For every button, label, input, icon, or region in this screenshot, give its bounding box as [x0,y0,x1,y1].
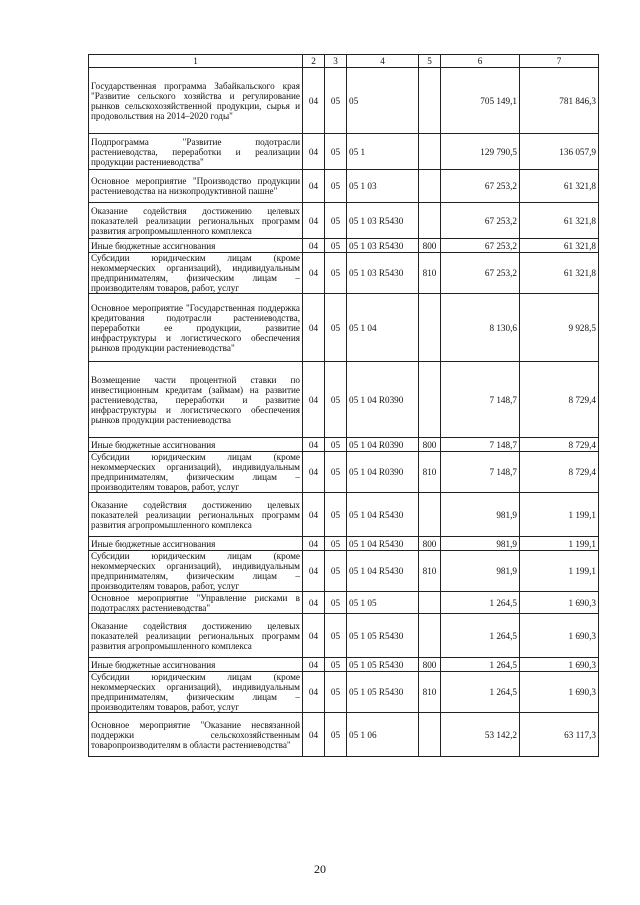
table-row [89,592,599,614]
cell-col-7: 61 321,8 [520,170,599,203]
table-row [89,614,599,658]
cell-col-3: 05 [325,592,347,614]
cell-col-2: 04 [303,362,325,438]
table-row [89,68,599,134]
cell-name: Иные бюджетные ассигнования [89,438,303,452]
cell-col-6: 67 253,2 [441,239,520,253]
table-row [89,452,599,493]
cell-col-2: 04 [303,438,325,452]
cell-col-7: 1 690,3 [520,614,599,658]
cell-name: Субсидии юридическим лицам (кроме некоммерческих организаций), индивидуальным предпринимателям, физическим лицам – производителям товаров, работ, услуг [89,452,303,493]
header-col-1: 1 [89,55,303,68]
cell-col-4: 05 1 [347,134,419,170]
cell-col-7: 61 321,8 [520,239,599,253]
cell-col-6: 7 148,7 [441,362,520,438]
cell-col-6: 705 149,1 [441,68,520,134]
cell-col-5: 810 [419,452,441,493]
cell-name: Иные бюджетные ассигнования [89,239,303,253]
cell-col-5: 800 [419,239,441,253]
cell-col-6: 8 130,6 [441,294,520,362]
cell-col-5: 800 [419,438,441,452]
cell-col-5: 800 [419,537,441,551]
cell-name: Субсидии юридическим лицам (кроме некоммерческих организаций), индивидуальным предпринимателям, физическим лицам – производителям товаров, работ, услуг [89,253,303,294]
table-body [89,68,599,757]
cell-col-5 [419,170,441,203]
table-row [89,239,599,253]
cell-col-4: 05 1 05 R5430 [347,672,419,713]
cell-col-4: 05 1 03 R5430 [347,253,419,294]
cell-name: Субсидии юридическим лицам (кроме некоммерческих организаций), индивидуальным предпринимателям, физическим лицам – производителям товаров, работ, услуг [89,551,303,592]
cell-col-2: 04 [303,68,325,134]
cell-col-3: 05 [325,438,347,452]
cell-col-6: 129 790,5 [441,134,520,170]
cell-name: Оказание содействия достижению целевых показателей реализации региональных программ развития агропромышленного комплекса [89,614,303,658]
cell-col-3: 05 [325,614,347,658]
header-col-7: 7 [520,55,599,68]
cell-name: Основное мероприятие "Государственная поддержка кредитования подотрасли растениеводства, переработки ее продукции, развитие инфраструктуры и логистического обеспечения рынков продукции растениеводства" [89,294,303,362]
cell-col-6: 1 264,5 [441,614,520,658]
cell-col-3: 05 [325,253,347,294]
cell-col-3: 05 [325,239,347,253]
table-row [89,672,599,713]
cell-col-4: 05 1 04 R0390 [347,362,419,438]
cell-col-4: 05 1 03 [347,170,419,203]
cell-col-7: 136 057,9 [520,134,599,170]
cell-col-4: 05 1 05 R5430 [347,658,419,672]
cell-col-4: 05 1 04 R5430 [347,493,419,537]
cell-name: Оказание содействия достижению целевых показателей реализации региональных программ развития агропромышленного комплекса [89,493,303,537]
cell-col-7: 61 321,8 [520,253,599,294]
cell-col-3: 05 [325,294,347,362]
table-row [89,170,599,203]
cell-col-5 [419,592,441,614]
page-number: 20 [314,862,326,876]
budget-table [88,54,599,757]
cell-name: Субсидии юридическим лицам (кроме некоммерческих организаций), индивидуальным предпринимателям, физическим лицам – производителям товаров, работ, услуг [89,672,303,713]
cell-col-7: 8 729,4 [520,362,599,438]
cell-col-3: 05 [325,537,347,551]
cell-col-3: 05 [325,672,347,713]
cell-col-2: 04 [303,592,325,614]
cell-col-5 [419,362,441,438]
cell-col-2: 04 [303,614,325,658]
cell-col-5: 810 [419,551,441,592]
cell-col-3: 05 [325,362,347,438]
cell-col-4: 05 1 04 [347,294,419,362]
cell-col-5 [419,294,441,362]
cell-col-4: 05 1 04 R5430 [347,551,419,592]
cell-col-3: 05 [325,68,347,134]
header-col-6: 6 [441,55,520,68]
cell-col-6: 7 148,7 [441,452,520,493]
cell-col-3: 05 [325,170,347,203]
cell-col-2: 04 [303,170,325,203]
cell-col-2: 04 [303,537,325,551]
cell-name: Основное мероприятие "Оказание несвязанной поддержки сельскохозяйственным товаропроизводителям в области растениеводства" [89,713,303,757]
cell-col-2: 04 [303,239,325,253]
cell-col-6: 1 264,5 [441,658,520,672]
cell-col-7: 1 690,3 [520,658,599,672]
table-row [89,362,599,438]
cell-col-4: 05 1 05 R5430 [347,614,419,658]
cell-name: Возмещение части процентной ставки по инвестиционным кредитам (займам) на развитие растениеводства, переработки и развитие инфраструктуры и логистического обеспечения рынков продукции растениеводства [89,362,303,438]
cell-col-7: 781 846,3 [520,68,599,134]
cell-col-6: 67 253,2 [441,253,520,294]
cell-col-6: 981,9 [441,551,520,592]
cell-col-7: 1 690,3 [520,672,599,713]
cell-col-6: 981,9 [441,537,520,551]
cell-col-5: 810 [419,253,441,294]
cell-col-7: 63 117,3 [520,713,599,757]
cell-col-5 [419,134,441,170]
cell-col-3: 05 [325,493,347,537]
cell-col-7: 61 321,8 [520,203,599,239]
header-col-3: 3 [325,55,347,68]
header-col-2: 2 [303,55,325,68]
cell-col-5: 810 [419,672,441,713]
cell-col-3: 05 [325,658,347,672]
table-row [89,438,599,452]
cell-col-5 [419,614,441,658]
cell-col-3: 05 [325,452,347,493]
cell-col-6: 1 264,5 [441,672,520,713]
cell-col-4: 05 [347,68,419,134]
table-row [89,493,599,537]
cell-col-4: 05 1 04 R0390 [347,452,419,493]
cell-col-4: 05 1 04 R0390 [347,438,419,452]
table-header-row [89,55,599,68]
cell-col-2: 04 [303,672,325,713]
cell-col-5 [419,493,441,537]
table-row [89,658,599,672]
table-row [89,551,599,592]
cell-col-4: 05 1 04 R5430 [347,537,419,551]
cell-col-6: 53 142,2 [441,713,520,757]
cell-col-2: 04 [303,253,325,294]
cell-col-6: 7 148,7 [441,438,520,452]
cell-col-6: 67 253,2 [441,170,520,203]
table-row [89,134,599,170]
cell-col-3: 05 [325,551,347,592]
cell-name: Иные бюджетные ассигнования [89,658,303,672]
cell-col-4: 05 1 05 [347,592,419,614]
cell-col-3: 05 [325,134,347,170]
cell-name: Оказание содействия достижению целевых показателей реализации региональных программ развития агропромышленного комплекса [89,203,303,239]
cell-col-5 [419,713,441,757]
cell-col-7: 8 729,4 [520,438,599,452]
header-col-4: 4 [347,55,419,68]
cell-col-3: 05 [325,713,347,757]
cell-col-2: 04 [303,452,325,493]
cell-col-7: 1 199,1 [520,493,599,537]
table-row [89,253,599,294]
cell-col-5 [419,203,441,239]
cell-col-4: 05 1 03 R5430 [347,203,419,239]
cell-col-7: 1 690,3 [520,592,599,614]
cell-name: Основное мероприятие "Производство продукции растениеводства на низкопродуктивной пашне" [89,170,303,203]
cell-col-2: 04 [303,713,325,757]
cell-name: Подпрограмма "Развитие подотрасли растениеводства, переработки и реализации продукции растениеводства" [89,134,303,170]
cell-col-7: 1 199,1 [520,551,599,592]
cell-col-6: 981,9 [441,493,520,537]
cell-name: Государственная программа Забайкальского края "Развитие сельского хозяйства и регулирование рынков сельскохозяйственной продукции, сырья и продовольствия на 2014–2020 годы" [89,68,303,134]
table-row [89,294,599,362]
cell-col-6: 67 253,2 [441,203,520,239]
cell-col-5 [419,68,441,134]
cell-name: Основное мероприятие "Управление рисками в подотраслях растениеводства" [89,592,303,614]
cell-col-4: 05 1 06 [347,713,419,757]
table-row [89,203,599,239]
cell-col-5: 800 [419,658,441,672]
header-col-5: 5 [419,55,441,68]
table-row [89,713,599,757]
cell-name: Иные бюджетные ассигнования [89,537,303,551]
cell-col-2: 04 [303,294,325,362]
cell-col-3: 05 [325,203,347,239]
cell-col-2: 04 [303,134,325,170]
cell-col-6: 1 264,5 [441,592,520,614]
cell-col-7: 1 199,1 [520,537,599,551]
cell-col-2: 04 [303,551,325,592]
cell-col-2: 04 [303,493,325,537]
table-row [89,537,599,551]
cell-col-2: 04 [303,203,325,239]
cell-col-2: 04 [303,658,325,672]
cell-col-4: 05 1 03 R5430 [347,239,419,253]
cell-col-7: 9 928,5 [520,294,599,362]
cell-col-7: 8 729,4 [520,452,599,493]
